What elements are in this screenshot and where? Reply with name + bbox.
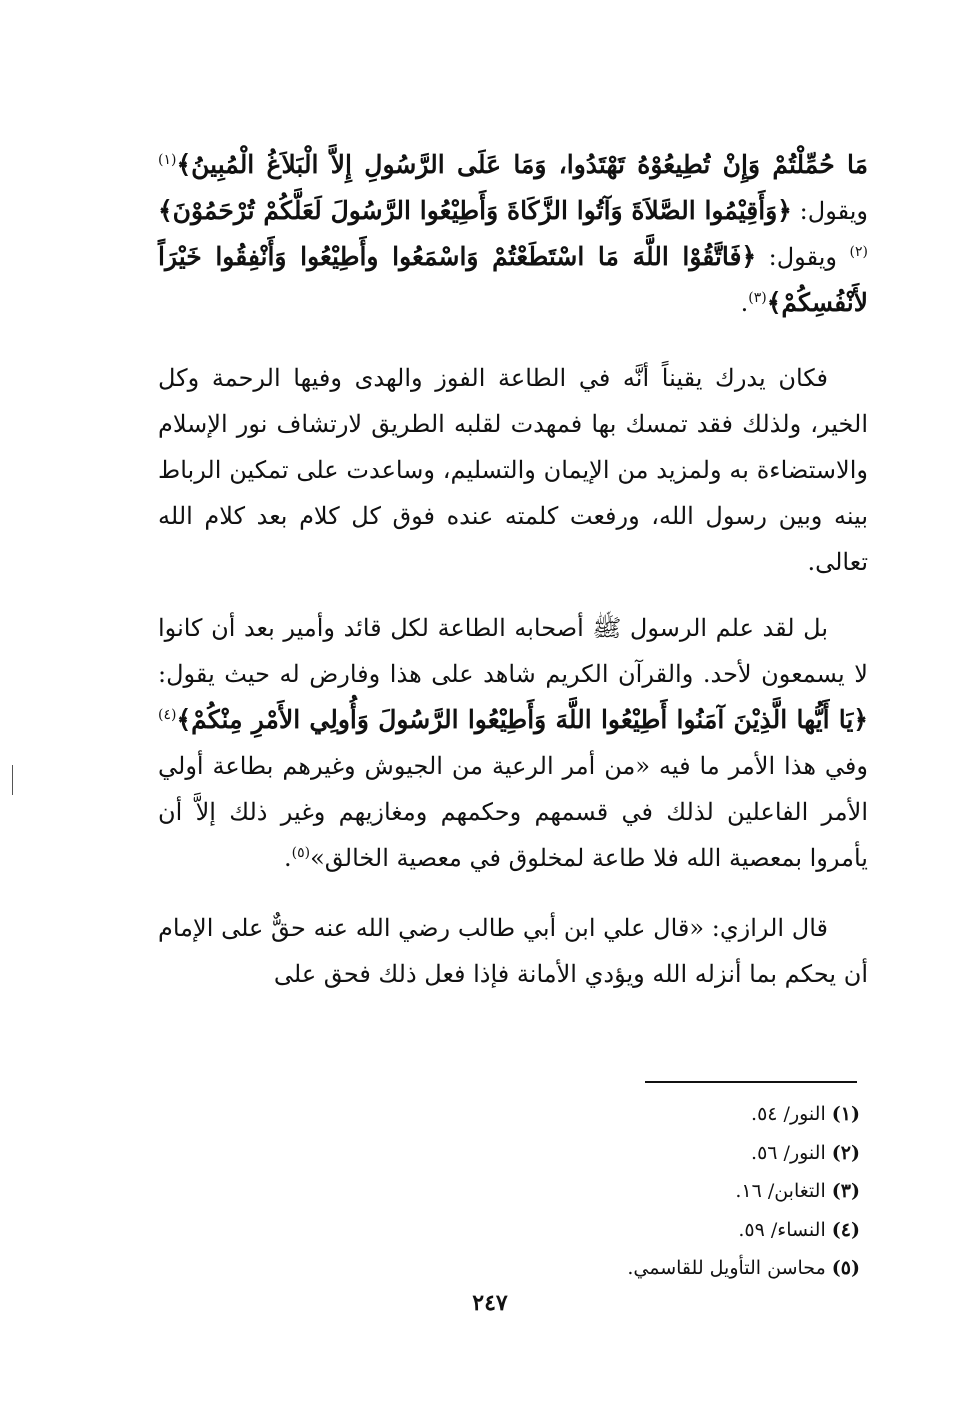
footnote-ref-1: (١): [158, 152, 177, 168]
paragraph-prophet-teaching: [158, 605, 868, 881]
text-segment: .: [740, 289, 749, 317]
footnote-ref-5: (٥): [291, 845, 311, 861]
paragraph-obedience: [158, 355, 868, 585]
footnote-divider: [645, 1081, 857, 1083]
paragraph-razi-quote: [158, 905, 868, 997]
text-segment: ويقول:: [791, 197, 868, 225]
footnote-ref-3: (٣): [748, 290, 767, 306]
quran-verse-4: ﴿يَا أَيُّها الَّذِيْنَ آمَنُوا أَطِيْعُوا اللَّهَ وَأَطِيْعُوا الرَّسُولَ وَأُولِي الأَمْرِ مِنْكُمْ﴾: [176, 705, 868, 734]
text-segment: .: [283, 844, 292, 872]
footnote-ref-2: (٢): [849, 244, 868, 260]
text-segment: بل لقد علم الرسول ﷺ أصحابه الطاعة لكل قائد وأمير بعد أن كانوا لا يسمعون لأحد. والقرآن الكريم شاهد على هذا وفارض له حيث يقول:: [158, 614, 868, 688]
quran-verse-2: ﴿وَأَقِيْمُوا الصَّلاَةَ وَآتُوا الزَّكَاةَ وَأَطِيْعُوا الرَّسُولَ لَعَلَّكُمْ تُرْحَمُوْنَ﴾: [158, 196, 792, 225]
footnote-ref-4: (٤): [158, 707, 177, 723]
margin-mark: [12, 765, 13, 795]
paragraph-text: قال الرازي: «قال علي ابن أبي طالب رضي الله عنه حقٌّ على الإمام أن يحكم بما أنزله الله ويؤدي الأمانة فإذا فعل ذلك فحق على: [158, 914, 868, 988]
text-segment: ويقول:: [756, 243, 850, 271]
footnote-item: (٣) التغابن/ ١٦.: [735, 1180, 860, 1202]
footnote-item: (٤) النساء/ ٥٩.: [738, 1218, 860, 1241]
footnote-item: (١) النور/ ٥٤.: [751, 1103, 860, 1125]
footnote-item: (٥) محاسن التأويل للقاسمي.: [627, 1257, 860, 1279]
footnotes: [560, 1095, 860, 1288]
paragraph-quran-continuation: [158, 142, 868, 326]
paragraph-text: فكان يدرك يقيناً أنَّه في الطاعة الفوز والهدى وفيها الرحمة وكل الخير، ولذلك فقد تمسك بها فمهدت لقلبه الطريق لارتشاف نور الإسلام والاستضاءة به ولمزيد من الإيمان والتسليم، وساعدت على تمكين الرباط بينه وبين رسول الله، ورفعت كلمته عنده فوق كل كلام بعد كلام الله تعالى.: [158, 364, 868, 576]
page-number: ٢٤٧: [472, 1290, 508, 1316]
text-segment: وفي هذا الأمر ما فيه «من أمر الرعية من الجيوش وغيرهم بطاعة أولي الأمر الفاعلين لذلك في قسمهم وحكمهم ومغازيهم وغير ذلك إلاَّ أن يأمروا بمعصية الله فلا طاعة لمخلوق في معصية الخالق»: [158, 752, 868, 872]
quran-verse-1: مَا حُمِّلْتُمْ وَإِنْ تُطِيعُوْهُ تَهْتَدُوا، وَمَا عَلَى الرَّسُولِ إِلاَّ الْبَلاَغُ الْمُبِينُ﴾: [176, 150, 868, 179]
quran-verse-3: ﴿فَاتَّقُوْا اللَّهَ مَا اسْتَطَعْتُمْ وَاسْمَعُوا وأَطِيْعُوا وَأَنْفِقُوا خَيْرَاً لأَنْفُسِكُمْ﴾: [158, 242, 868, 317]
footnote-item: (٢) النور/ ٥٦.: [751, 1141, 860, 1164]
